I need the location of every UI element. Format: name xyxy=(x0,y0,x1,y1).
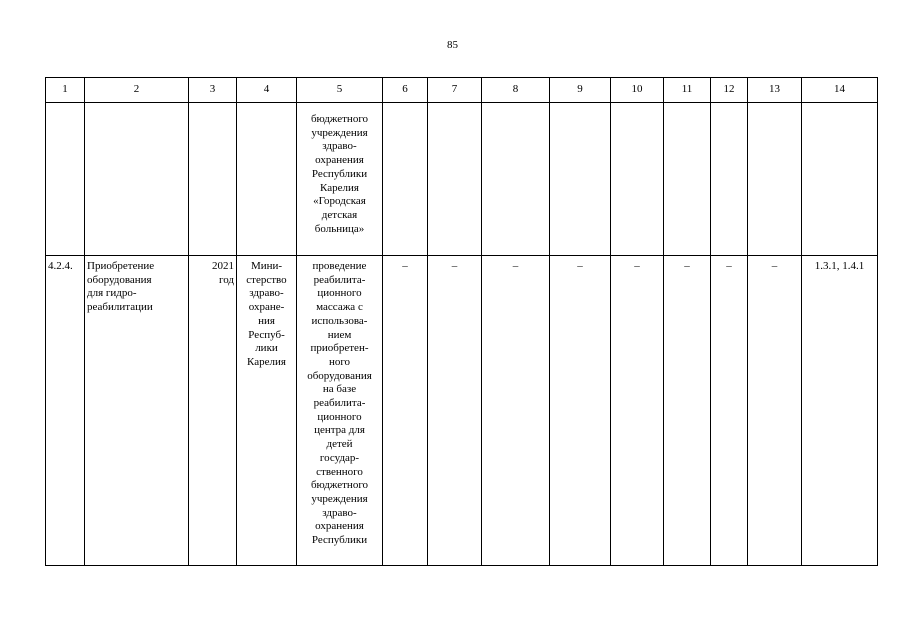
table-cell xyxy=(383,103,428,256)
table-cell xyxy=(237,103,297,256)
column-header: 12 xyxy=(711,78,748,103)
column-header: 1 xyxy=(46,78,85,103)
table-cell: – xyxy=(550,256,611,566)
table-row xyxy=(46,103,878,256)
table-cell: 1.3.1, 1.4.1 xyxy=(802,256,878,566)
table-cell: – xyxy=(748,256,802,566)
table-cell: Мини- стерство здраво- охране- ния Респуб- лики Карелия xyxy=(237,256,297,566)
column-header: 2 xyxy=(85,78,189,103)
table-cell: – xyxy=(383,256,428,566)
table-cell: бюджетного учреждения здраво- охранения Республики Карелия «Городская детская больница» xyxy=(297,103,383,256)
column-header: 6 xyxy=(383,78,428,103)
measures-table xyxy=(45,77,878,566)
column-header: 9 xyxy=(550,78,611,103)
table-cell xyxy=(482,103,550,256)
column-header: 7 xyxy=(428,78,482,103)
table-cell: – xyxy=(611,256,664,566)
table-cell xyxy=(189,103,237,256)
table-cell xyxy=(711,103,748,256)
column-header: 8 xyxy=(482,78,550,103)
table-cell: Приобретение оборудования для гидро- реабилитации xyxy=(85,256,189,566)
column-header: 11 xyxy=(664,78,711,103)
column-header: 3 xyxy=(189,78,237,103)
table-cell: 2021 год xyxy=(189,256,237,566)
column-header: 4 xyxy=(237,78,297,103)
column-header: 10 xyxy=(611,78,664,103)
table-cell xyxy=(85,103,189,256)
table-row xyxy=(46,256,878,566)
table-cell: проведение реабилита- ционного массажа с использова- нием приобретен- ного оборудования на базе реабилита- ционного центра для детей государ- ственного бюджетного учреждения здраво- охранения Республики xyxy=(297,256,383,566)
column-header: 5 xyxy=(297,78,383,103)
column-header: 14 xyxy=(802,78,878,103)
table-cell xyxy=(428,103,482,256)
table-cell xyxy=(748,103,802,256)
column-header: 13 xyxy=(748,78,802,103)
column-number-row xyxy=(46,78,878,103)
table-cell xyxy=(802,103,878,256)
table-cell: 4.2.4. xyxy=(46,256,85,566)
table-cell xyxy=(550,103,611,256)
table-cell xyxy=(611,103,664,256)
table-cell: – xyxy=(711,256,748,566)
table-cell xyxy=(46,103,85,256)
table-cell xyxy=(664,103,711,256)
table-cell: – xyxy=(482,256,550,566)
table-cell: – xyxy=(428,256,482,566)
table-cell: – xyxy=(664,256,711,566)
page-number: 85 xyxy=(447,39,458,51)
